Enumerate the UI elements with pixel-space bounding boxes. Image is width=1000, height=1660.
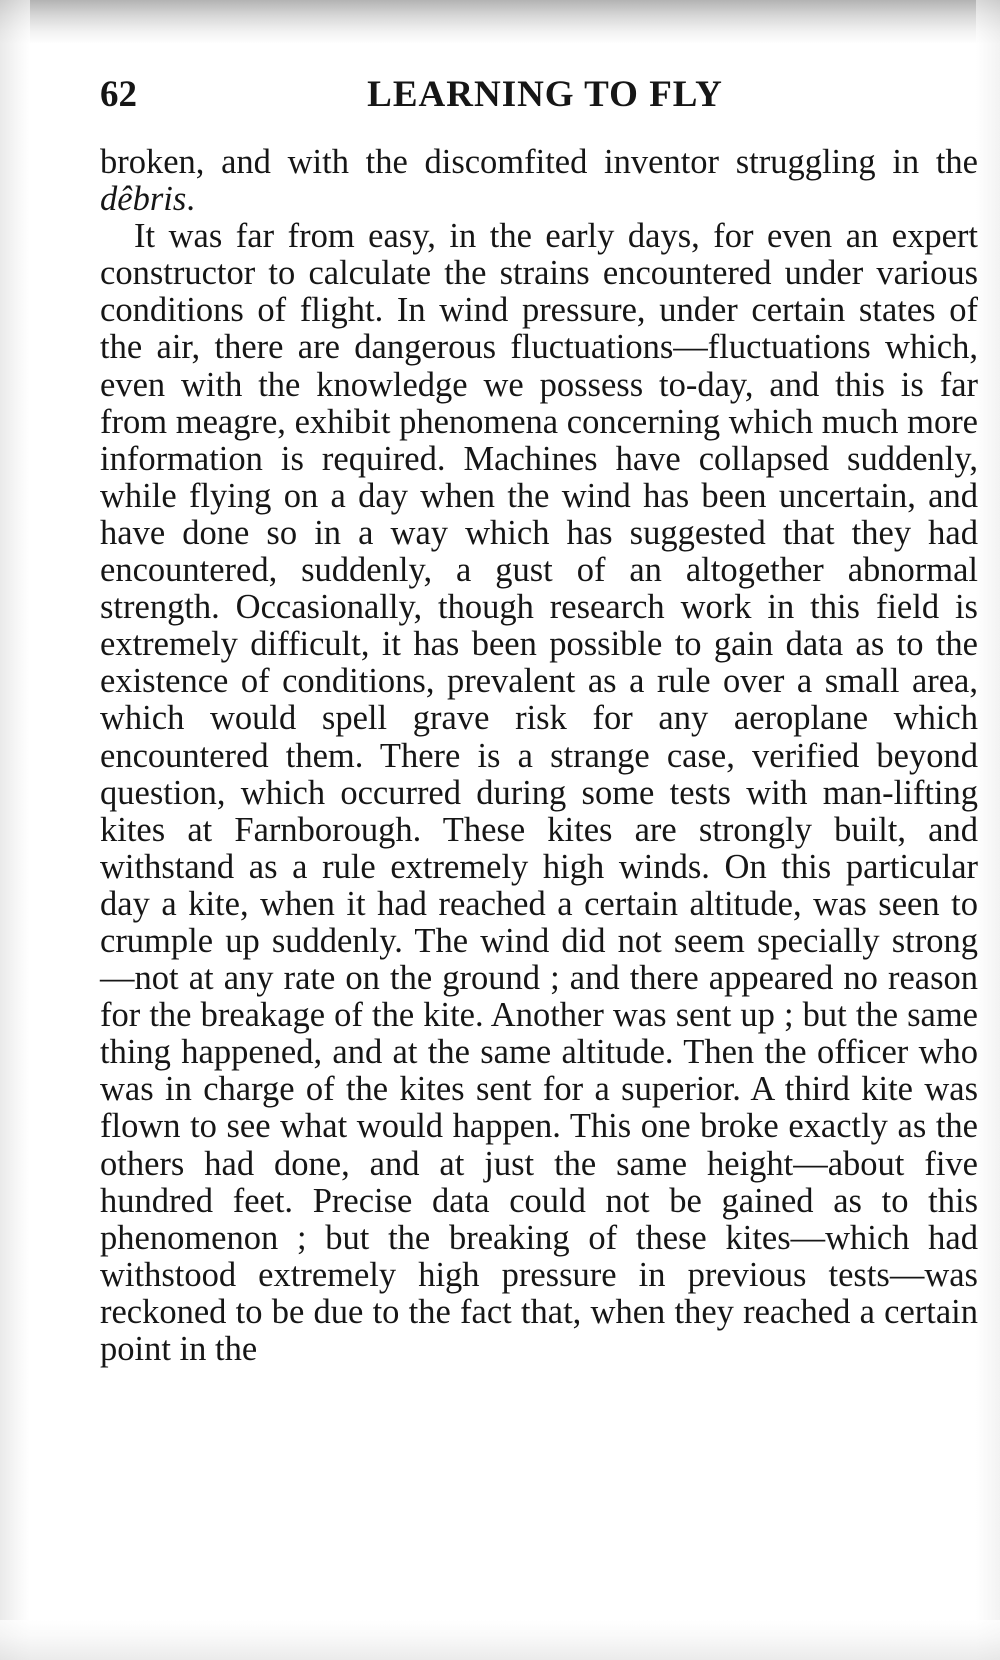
paragraph-continuation-end: .: [186, 180, 195, 219]
scan-shadow-bottom: [0, 1620, 1000, 1660]
running-title: LEARNING TO FLY: [367, 74, 723, 115]
scan-shadow-top: [0, 0, 1000, 44]
page-header: [100, 70, 980, 120]
page-number: 62: [100, 74, 137, 115]
paragraph-main: It was far from easy, in the early days, for even an expert constructor to calculate the strains encountered under various conditions of flight. In wind pressure, under certain states of the air, there are dangerous fluctuations—fluctuations which, even with the knowledge we possess to-day, and this is far from meagre, exhibit phenomena concerning which much more information is required. Machines have collapsed suddenly, while flying on a day when the wind has been uncertain, and have done so in a way which has suggested that they had encountered, suddenly, a gust of an altogether abnormal strength. Occasionally, though research work in this field is extremely difficult, it has been possible to gain data as to the existence of conditions, prevalent as a rule over a small area, which would spell grave risk for any aeroplane which encountered them. There is a strange case, verified beyond question, which occurred during some tests with man-lifting kites at Farnborough. These kites are strongly built, and withstand as a rule extremely high winds. On this particular day a kite, when it had reached a certain altitude, was seen to crumple up suddenly. The wind did not seem specially strong—not at any rate on the ground ; and there appeared no reason for the breakage of the kite. Another was sent up ; but the same thing happened, and at the same altitude. Then the officer who was in charge of the kites sent for a superior. A third kite was flown to see what would happen. This one broke exactly as the others had done, and at just the same height—about five hundred feet. Precise data could not be gained as to this phenomenon ; but the breaking of these kites—which had withstood extremely high pressure in previous tests—was reckoned to be due to the fact that, when they reached a certain point in the: [100, 217, 978, 1368]
paragraph-continuation-text: broken, and with the discomfited inventor struggling in the: [100, 143, 978, 181]
body-text: [100, 144, 978, 1368]
italic-term: dêbris: [100, 180, 187, 219]
paragraph-continuation: [100, 144, 978, 218]
scan-shadow-left: [0, 0, 30, 1660]
scan-shadow-right: [976, 0, 1000, 1660]
